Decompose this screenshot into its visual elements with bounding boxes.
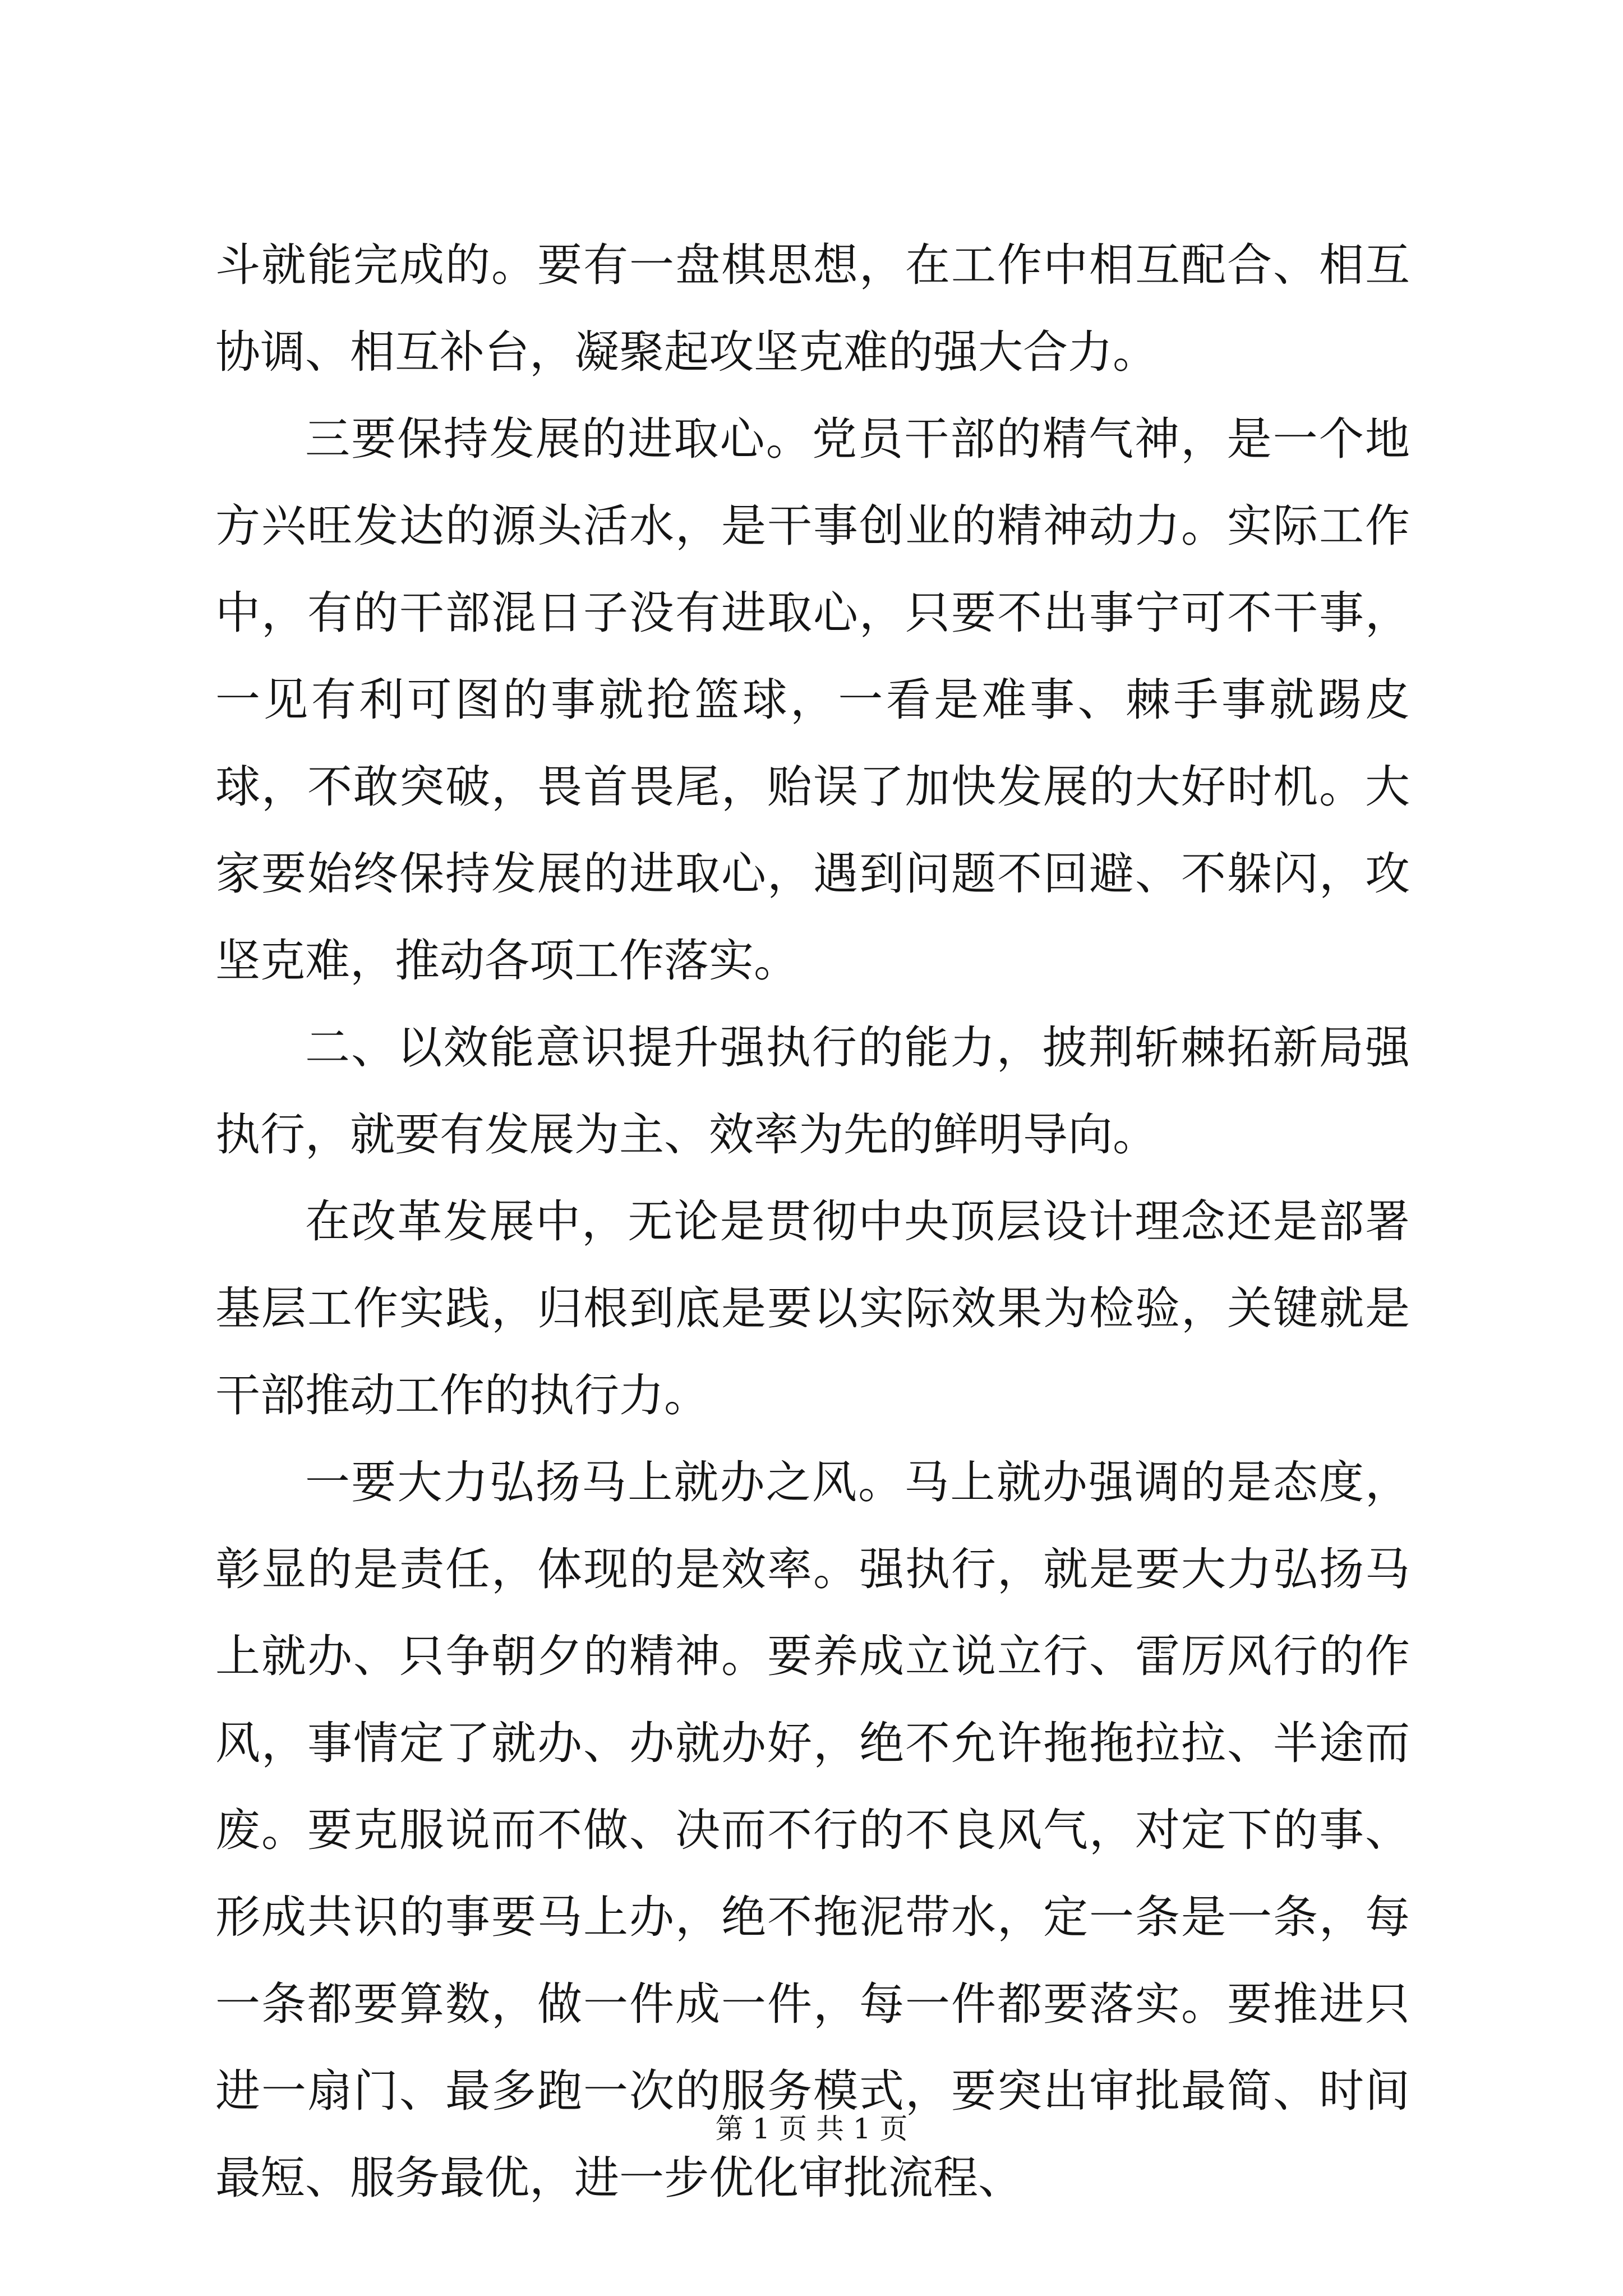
document-body bbox=[215, 222, 1410, 2221]
page-number-label: 第 1 页 共 1 页 bbox=[715, 2113, 908, 2145]
page-footer bbox=[0, 2109, 1623, 2148]
paragraph-section-two-heading: 二、以效能意识提升强执行的能力，披荆斩棘拓新局强执行，就要有发展为主、效率为先的鲜明导向。 bbox=[215, 1022, 1410, 1161]
paragraph-enterprising-spirit: 三要保持发展的进取心。党员干部的精气神，是一个地方兴旺发达的源头活水，是干事创业的精神动力。实际工作中，有的干部混日子没有进取心，只要不出事宁可不干事，一见有利可图的事就抢篮球，一看是难事、棘手事就踢皮球，不敢突破，畏首畏尾，贻误了加快发展的大好时机。大家要始终保持发展的进取心，遇到问题不回避、不躲闪，攻坚克难，推动各项工作落实。 bbox=[215, 413, 1410, 987]
paragraph-act-immediately: 一要大力弘扬马上就办之风。马上就办强调的是态度，彰显的是责任，体现的是效率。强执行，就是要大力弘扬马上就办、只争朝夕的精神。要养成立说立行、雷厉风行的作风，事情定了就办、办就办好，绝不允许拖拖拉拉、半途而废。要克服说而不做、决而不行的不良风气，对定下的事、形成共识的事要马上办，绝不拖泥带水，定一条是一条，每一条都要算数，做一件成一件，每一件都要落实。要推进只进一扇门、最多跑一次的服务模式，要突出审批最简、时间最短、服务最优，进一步优化审批流程、 bbox=[215, 1456, 1410, 2204]
paragraph-reform-development: 在改革发展中，无论是贯彻中央顶层设计理念还是部署基层工作实践，归根到底是要以实际效果为检验，关键就是干部推动工作的执行力。 bbox=[215, 1195, 1410, 1421]
paragraph-continuation: 斗就能完成的。要有一盘棋思想，在工作中相互配合、相互协调、相互补台，凝聚起攻坚克难的强大合力。 bbox=[215, 239, 1410, 378]
